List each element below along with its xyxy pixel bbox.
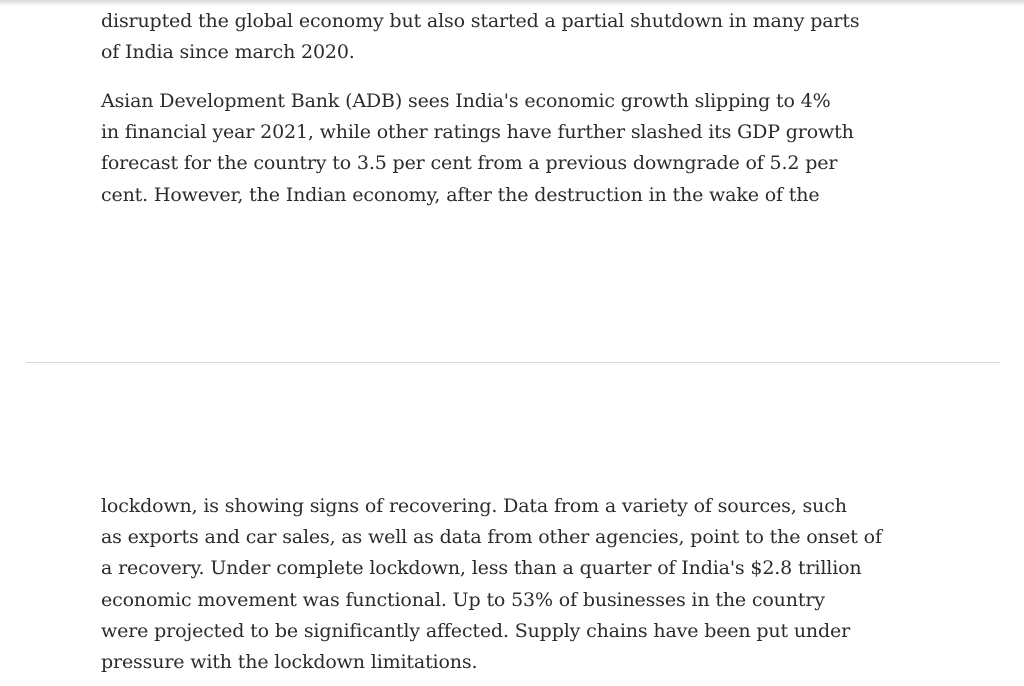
text-line: in financial year 2021, while other ratings have further slashed its GDP growth xyxy=(101,121,854,144)
text-line: disrupted the global economy but also started a partial shutdown in many parts xyxy=(101,10,860,32)
text-line: forecast for the country to 3.5 per cent from a previous downgrade of 5.2 per xyxy=(101,152,838,175)
text-line: a recovery. Under complete lockdown, less than a quarter of India's $2.8 trillion xyxy=(101,557,862,580)
paragraph-recovery xyxy=(101,491,882,678)
text-line: Asian Development Bank (ADB) sees India's economic growth slipping to 4% xyxy=(101,90,831,112)
text-line: cent. However, the Indian economy, after the destruction in the wake of the xyxy=(101,183,820,206)
text-line: economic movement was functional. Up to 53% of businesses in the country xyxy=(101,588,825,611)
text-line: were projected to be significantly affected. Supply chains have been put under xyxy=(101,619,851,642)
paragraph-adb-forecast xyxy=(101,86,854,211)
page-divider xyxy=(26,362,1000,363)
text-line: of India since march 2020. xyxy=(101,41,355,64)
text-line: lockdown, is showing signs of recovering. Data from a variety of sources, such xyxy=(101,495,847,517)
text-line: as exports and car sales, as well as data from other agencies, point to the onset of xyxy=(101,526,882,549)
paragraph-shutdown xyxy=(101,6,860,68)
text-line: pressure with the lockdown limitations. xyxy=(101,651,478,674)
